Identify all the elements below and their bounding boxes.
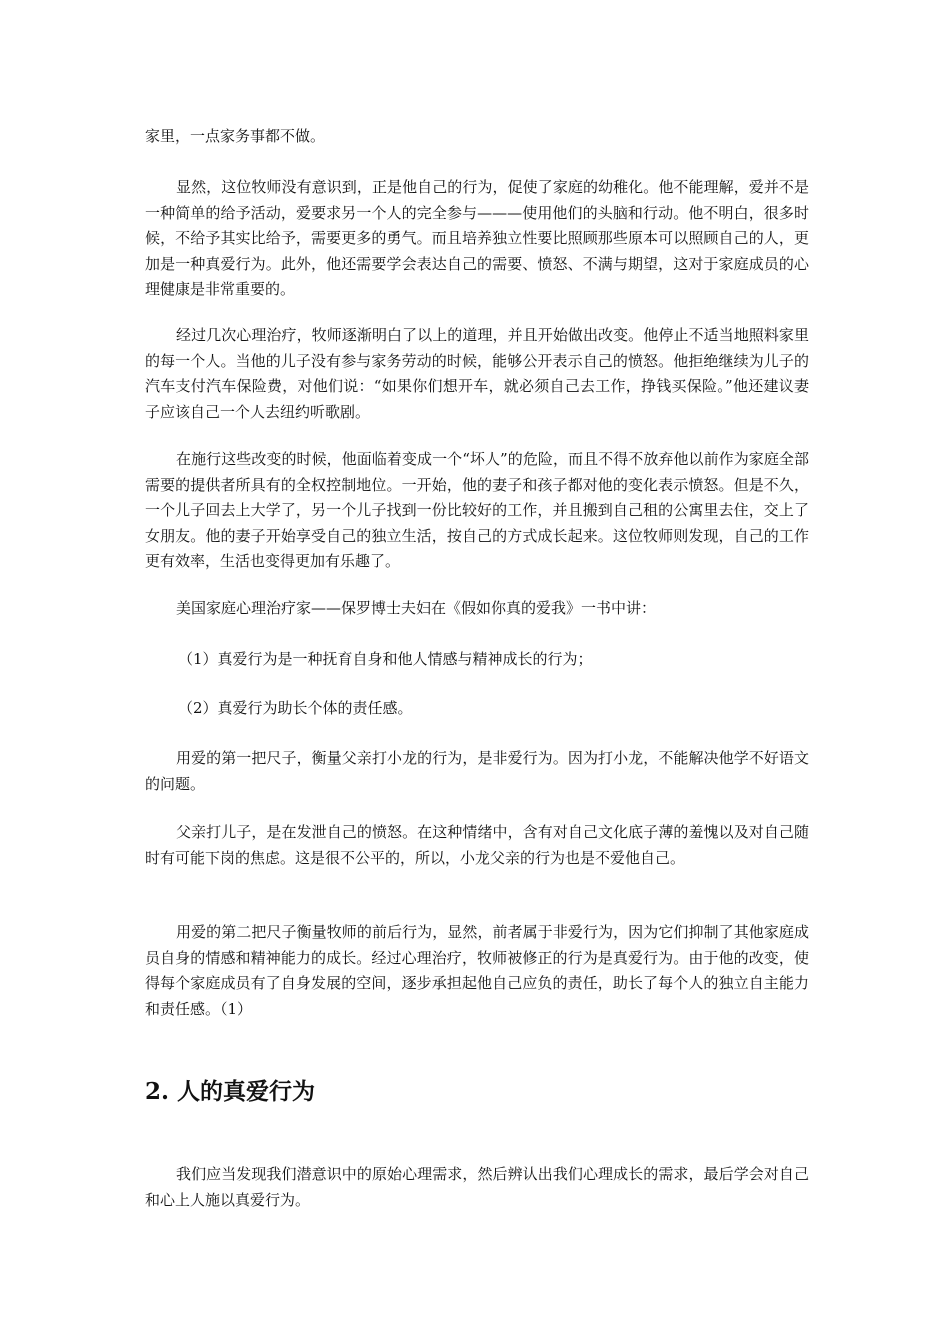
paragraph-therapy-changes: 经过几次心理治疗，牧师逐渐明白了以上的道理，并且开始做出改变。他停止不适当地照料家里的每一个人。当他的儿子没有参与家务劳动的时候，能够公开表示自己的愤怒。他拒绝继续为儿子的汽车支付汽车保险费，对他们说：“如果你们想开车，就必须自己去工作，挣钱买保险。”他还建议妻子应该自己一个人去纽约听歌剧。 <box>145 326 809 421</box>
list-item-2: （2）真爱行为助长个体的责任感。 <box>178 699 413 717</box>
paragraph-father-anger: 父亲打儿子，是在发泄自己的愤怒。在这种情绪中，含有对自己文化底子薄的羞愧以及对自己随时有可能下岗的焦虑。这是很不公平的，所以，小龙父亲的行为也是不爱他自己。 <box>145 823 809 867</box>
paragraph-first-ruler: 用爱的第一把尺子，衡量父亲打小龙的行为，是非爱行为。因为打小龙，不能解决他学不好语文的问题。 <box>145 749 809 793</box>
paragraph-family-response: 在施行这些改变的时候，他面临着变成一个“坏人”的危险，而且不得不放弃他以前作为家庭全部需要的提供者所具有的全权控制地位。一开始，他的妻子和孩子都对他的变化表示愤怒。但是不久，一个儿子回去上大学了，另一个儿子找到一份比较好的工作，并且搬到自己租的公寓里去住，交上了女朋友。他的妻子开始享受自己的独立生活，按自己的方式成长起来。这位牧师则发现，自己的工作更有效率，生活也变得更加有乐趣了。 <box>145 450 809 570</box>
section-heading: 2. 人的真爱行为 <box>145 1078 316 1105</box>
paragraph-book-quote: 美国家庭心理治疗家——保罗博士夫妇在《假如你真的爱我》一书中讲： <box>176 599 657 617</box>
paragraph-section-intro: 我们应当发现我们潜意识中的原始心理需求，然后辨认出我们心理成长的需求，最后学会对自己和心上人施以真爱行为。 <box>145 1165 809 1209</box>
list-item-1: （1）真爱行为是一种抚育自身和他人情感与精神成长的行为； <box>178 650 593 668</box>
paragraph-second-ruler: 用爱的第二把尺子衡量牧师的前后行为，显然，前者属于非爱行为，因为它们抑制了其他家庭成员自身的情感和精神能力的成长。经过心理治疗，牧师被修正的行为是真爱行为。由于他的改变，使得每个家庭成员有了自身发展的空间，逐步承担起他自己应负的责任，助长了每个人的独立自主能力和责任感。（1） <box>145 923 809 1018</box>
paragraph-continuation: 家里，一点家务事都不做。 <box>145 127 326 145</box>
paragraph-pastor-analysis: 显然，这位牧师没有意识到，正是他自己的行为，促使了家庭的幼稚化。他不能理解，爱并不是一种简单的给予活动，爱要求另一个人的完全参与———使用他们的头脑和行动。他不明白，很多时候，不给予其实比给予，需要更多的勇气。而且培养独立性要比照顾那些原本可以照顾自己的人，更加是一种真爱行为。此外，他还需要学会表达自己的需要、愤怒、不满与期望，这对于家庭成员的心理健康是非常重要的。 <box>145 178 809 298</box>
